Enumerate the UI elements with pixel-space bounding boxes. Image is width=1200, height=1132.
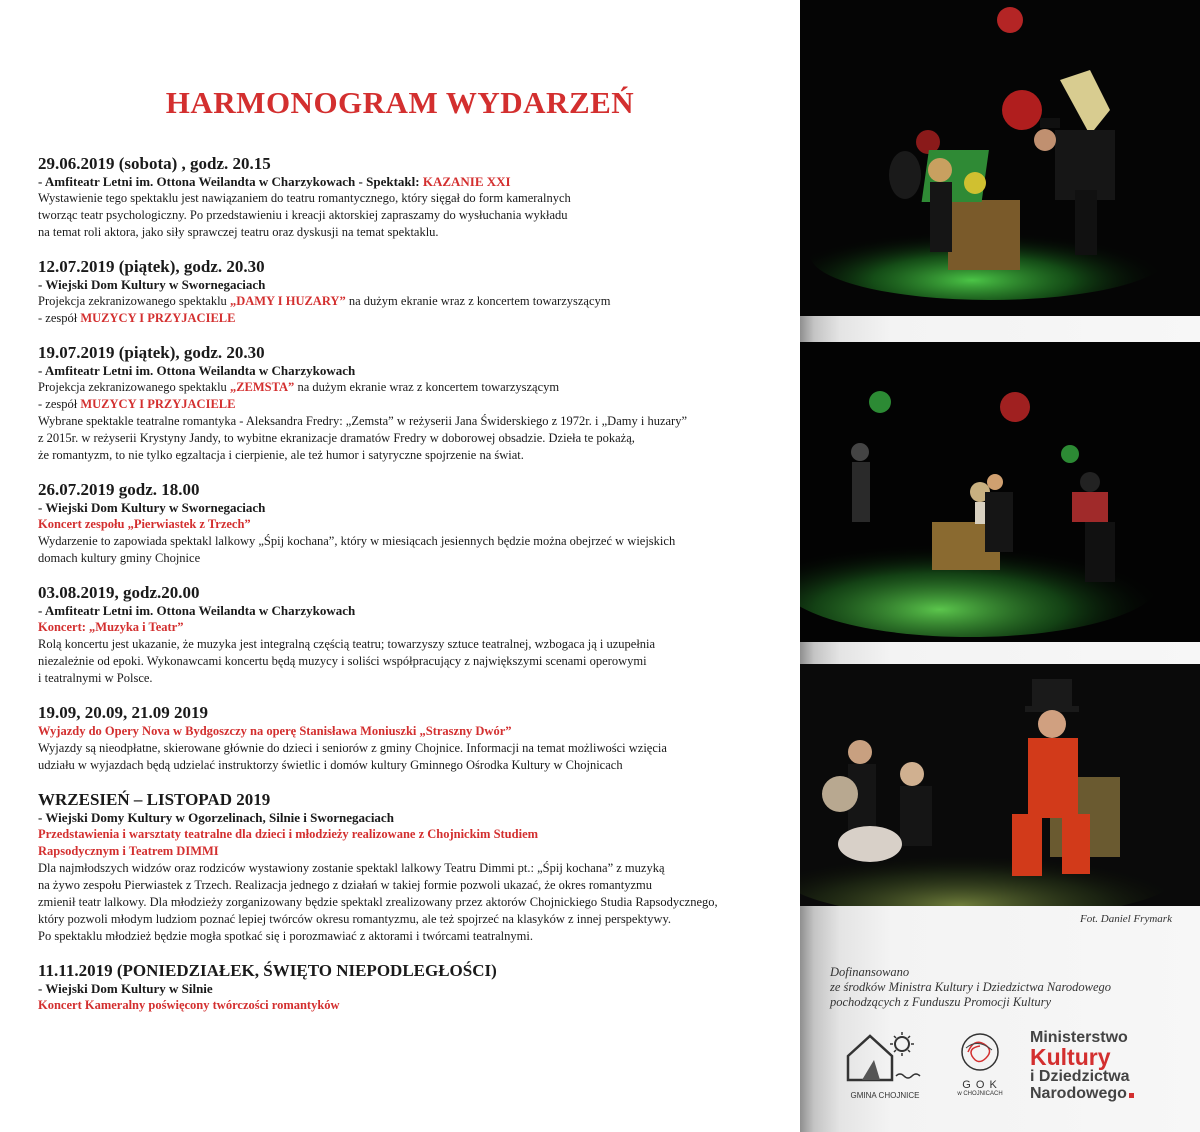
event-projection-line: Projekcja zekranizowanego spektaklu „DAMY I HUZARY” na dużym ekranie wraz z koncertem towarzyszącym	[38, 294, 611, 308]
actor-red-suit	[1028, 738, 1078, 818]
event-date: 19.07.2019 (piątek), godz. 20.30	[38, 343, 265, 362]
event-title-highlight: Koncert: „Muzyka i Teatr”	[38, 620, 184, 634]
event-venue: - Amfiteatr Letni im. Ottona Weilandta w Charzykowach	[38, 363, 356, 378]
event-title-highlight: Rapsodycznym i Teatrem DIMMI	[38, 844, 219, 858]
event-description-line: niezależnie od epoki. Wykonawcami koncertu będą muzycy i soliści współpracujący z największymi scenami operowymi	[38, 654, 647, 668]
event-title-highlight: Przedstawienia i warsztaty teatralne dla dzieci i młodzieży realizowane z Chojnickim Studiem	[38, 827, 539, 841]
event-description-line: domach kultury gminy Chojnice	[38, 551, 201, 565]
event-item	[38, 583, 778, 687]
event-venue: - Wiejski Dom Kultury w Swornegaciach	[38, 500, 266, 515]
theatre-photo-1	[800, 0, 1200, 316]
event-description-line: na żywo zespołu Pierwiastek z Trzech. Realizacja jednego z działań w takiej formie pozwoli ukazać, że okres romantyzmu	[38, 878, 653, 892]
event-title-highlight: „ZEMSTA”	[229, 380, 295, 394]
ministry-logo	[1030, 1030, 1190, 1105]
event-date: 03.08.2019, godz.20.00	[38, 583, 200, 602]
event-description-line: że romantyzm, to nie tylko egzaltacja i cierpienie, ale też humor i satyryczne spojrzenie na świat.	[38, 448, 524, 462]
gmina-chojnice-logo	[840, 1030, 930, 1100]
event-item	[38, 703, 778, 774]
funding-line: ze środków Ministra Kultury i Dziedzictwa Narodowego	[830, 980, 1112, 994]
page-title: HARMONOGRAM WYDARZEŃ	[165, 85, 635, 120]
event-date: 29.06.2019 (sobota) , godz. 20.15	[38, 154, 271, 173]
theatre-photo-3	[800, 664, 1200, 906]
house-sun-icon	[840, 1030, 930, 1086]
gok-logo-sublabel: w CHOJNICACH	[957, 1091, 1003, 1097]
event-date: 26.07.2019 godz. 18.00	[38, 480, 200, 499]
funding-line: pochodzących z Funduszu Promocji Kultury	[830, 995, 1052, 1009]
event-item	[38, 343, 778, 464]
event-venue: - Wiejski Dom Kultury w Silnie	[38, 981, 213, 996]
event-item	[38, 790, 778, 945]
events-list	[38, 154, 778, 1030]
top-hat	[1032, 679, 1072, 709]
gok-logo-label: G O K	[962, 1079, 998, 1091]
event-description-line: zmienił teatr lalkowy. Dla młodzieży zorganizowany będzie spektakl zrealizowany przez aktorów Chojnickiego Studia Rapsodycznego,	[38, 895, 718, 909]
event-description-line: udziału w wyjazdach będą udzielać instruktorzy świetlic i domów kultury Gminnego Ośrodka Kultury w Chojnicach	[38, 758, 623, 772]
event-title-highlight: Koncert Kameralny poświęcony twórczości romantyków	[38, 998, 340, 1012]
scribble-circle-icon	[950, 1030, 1010, 1074]
funding-note	[830, 965, 1190, 1010]
red-square-icon	[1129, 1093, 1134, 1098]
event-description-line: tworząc teatr psychologiczny. Po przedstawieniu i kreacji aktorskiej zapraszamy do wysłuchania wykładu	[38, 208, 568, 222]
event-description-line: Wydarzenie to zapowiada spektakl lalkowy „Śpij kochana”, który w miesiącach jesiennych będzie można obejrzeć w wiejskich	[38, 534, 676, 548]
ministry-logo-line: Kultury	[1030, 1044, 1111, 1070]
event-item	[38, 154, 778, 241]
event-description-line: na temat roli aktora, jako siły sprawczej teatru oraz dyskusji na temat spektaklu.	[38, 225, 439, 239]
event-item	[38, 480, 778, 567]
event-band-line: - zespół MUZYCY I PRZYJACIELE	[38, 397, 236, 411]
event-item	[38, 257, 778, 327]
event-item	[38, 961, 778, 1014]
event-projection-line: Projekcja zekranizowanego spektaklu „ZEMSTA” na dużym ekranie wraz z koncertem towarzyszącym	[38, 380, 560, 394]
puppet	[822, 776, 858, 812]
event-description-line: który pozwoli młodym ludziom poznać lepiej twórców okresu romantyzmu, ale też spojrzeć na klasyków z innej perspektywy.	[38, 912, 672, 926]
event-date: 19.09, 20.09, 21.09 2019	[38, 703, 208, 722]
band-name: MUZYCY I PRZYJACIELE	[80, 397, 236, 411]
theatre-photo-2	[800, 342, 1200, 642]
gmina-logo-label: GMINA CHOJNICE	[850, 1091, 920, 1100]
chest	[948, 200, 1020, 270]
event-date: WRZESIEŃ – LISTOPAD 2019	[38, 790, 271, 809]
event-description-line: z 2015r. w reżyserii Krystyny Jandy, to wybitne ekranizacje dramatów Fredry w doborowej obsadzie. Dzieła te pokażą,	[38, 431, 635, 445]
event-description-line: Po spektaklu młodzież będzie mogła spotkać się i porozmawiać z aktorami i twórcami teatralnymi.	[38, 929, 533, 943]
event-description-line: Rolą koncertu jest ukazanie, że muzyka jest integralną częścią teatru; towarzyszy sztuce teatralnej, wzbogaca ją i uzupełnia	[38, 637, 656, 651]
funding-line: Dofinansowano	[830, 965, 910, 979]
ministry-logo-line: Narodowego	[1030, 1085, 1190, 1102]
event-venue: - Amfiteatr Letni im. Ottona Weilandta w Charzykowach - Spektakl: KAZANIE XXI	[38, 174, 511, 189]
gok-logo	[950, 1030, 1010, 1105]
ministry-logo-line: i Dziedzictwa	[1030, 1068, 1130, 1085]
ministry-logo-line: Ministerstwo	[1030, 1029, 1128, 1046]
event-date: 12.07.2019 (piątek), godz. 20.30	[38, 257, 265, 276]
event-date: 11.11.2019 (PONIEDZIAŁEK, ŚWIĘTO NIEPODLEGŁOŚCI)	[38, 961, 497, 980]
event-title-highlight: „DAMY I HUZARY”	[229, 294, 346, 308]
band-name: MUZYCY I PRZYJACIELE	[80, 311, 236, 325]
event-description-line: Wyjazdy są nieodpłatne, skierowane głównie do dzieci i seniorów z gminy Chojnice. Informacji na temat możliwości wzięcia	[38, 741, 667, 755]
event-description-line: Wystawienie tego spektaklu jest nawiązaniem do teatru romantycznego, który sięgał do form kameralnych	[38, 191, 571, 205]
event-venue: - Wiejski Dom Kultury w Swornegaciach	[38, 277, 266, 292]
event-description-line: Dla najmłodszych widzów oraz rodziców wystawiony zostanie spektakl lalkowy Teatru Dimmi pt.: „Śpij kochana” z muzyką	[38, 861, 665, 875]
event-title-highlight: Wyjazdy do Opery Nova w Bydgoszczy na operę Stanisława Moniuszki „Straszny Dwór”	[38, 724, 512, 738]
event-venue: - Amfiteatr Letni im. Ottona Weilandta w Charzykowach	[38, 603, 356, 618]
event-band-line: - zespół MUZYCY I PRZYJACIELE	[38, 311, 236, 325]
event-title-highlight: Koncert zespołu „Pierwiastek z Trzech”	[38, 517, 251, 531]
photo-credit: Fot. Daniel Frymark	[1080, 913, 1172, 925]
event-venue: - Wiejski Domy Kultury w Ogorzelinach, Silnie i Swornegaciach	[38, 810, 394, 825]
event-title-highlight: KAZANIE XXI	[422, 174, 511, 189]
red-lantern	[1002, 90, 1042, 130]
event-description-line: Wybrane spektakle teatralne romantyka - Aleksandra Fredry: „Zemsta” w reżyserii Jana Świderskiego z 1972r. i „Damy i huzary”	[38, 414, 688, 428]
event-description-line: i teatralnymi w Polsce.	[38, 671, 153, 685]
